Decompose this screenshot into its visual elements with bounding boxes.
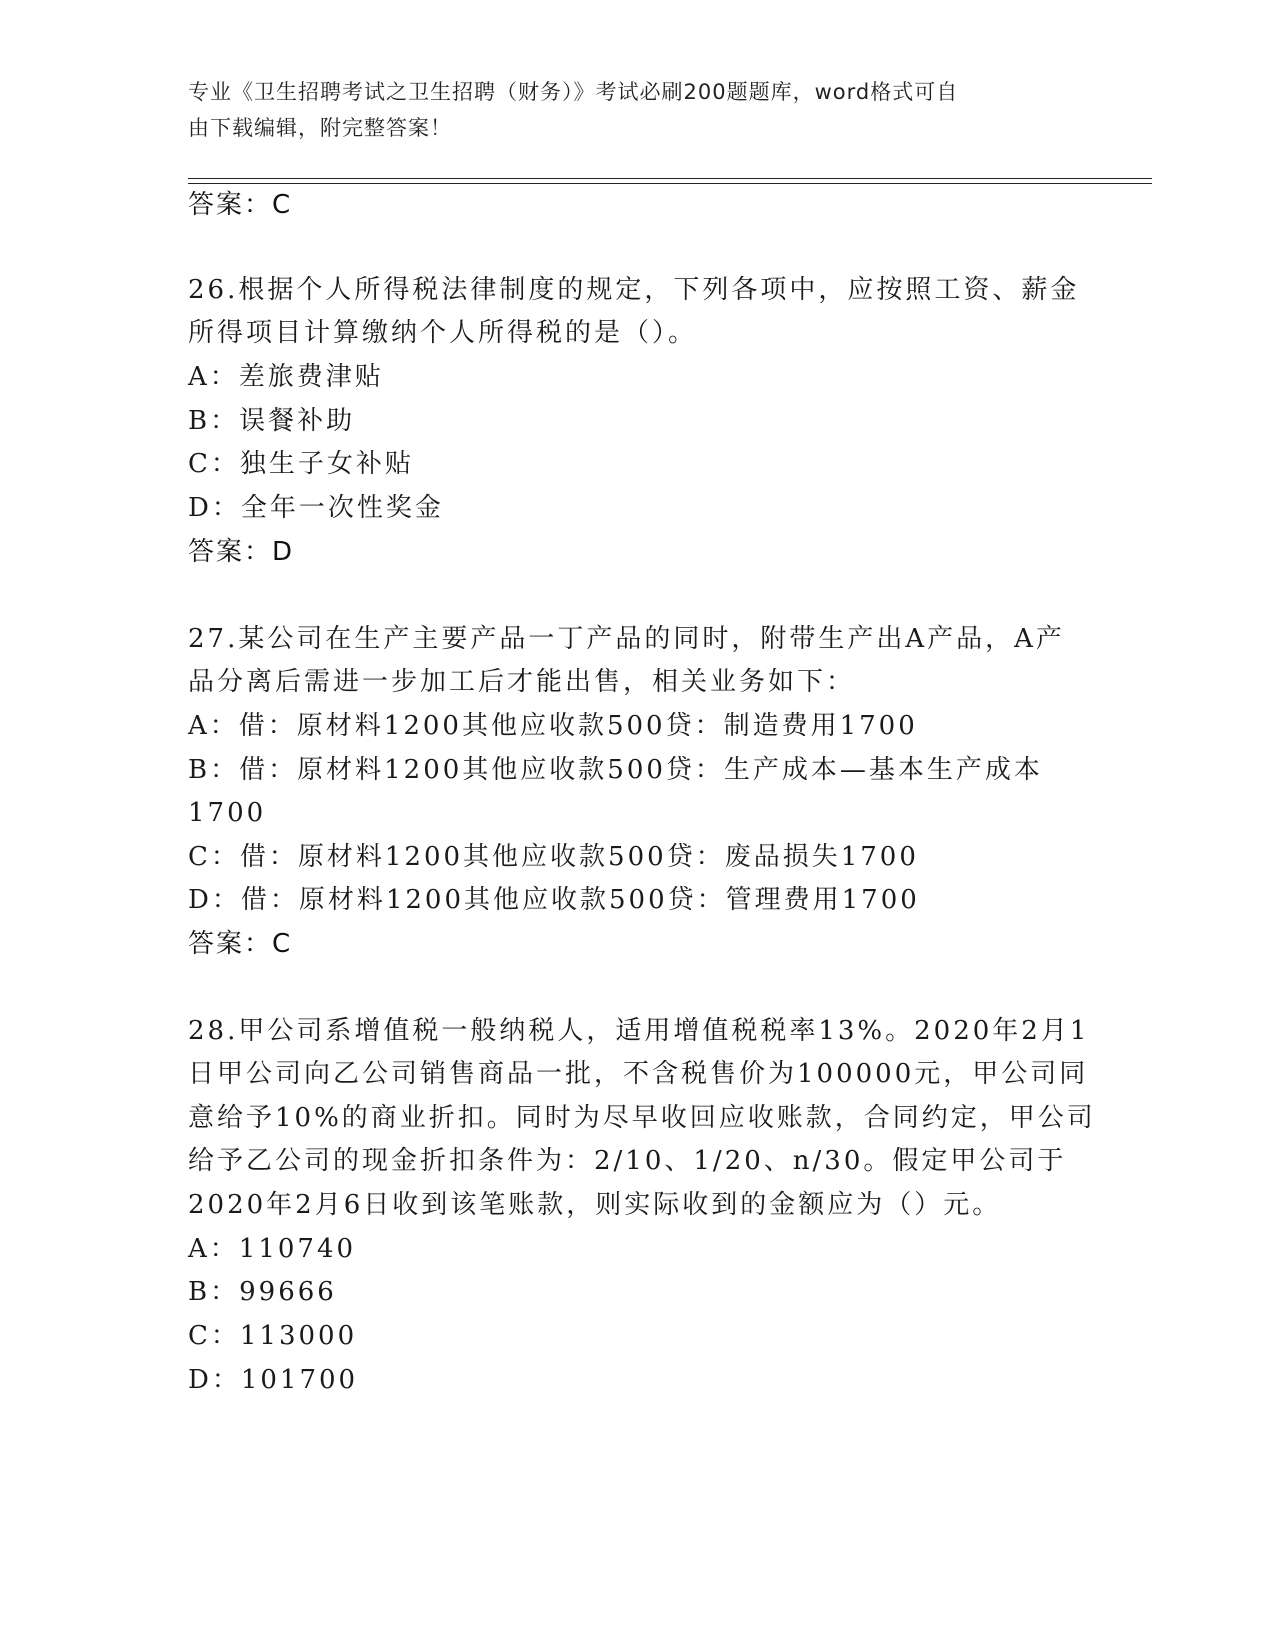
question-stem-line: 2020年2月6日收到该笔账款，则实际收到的金额应为（）元。 — [188, 1190, 1002, 1220]
question-option: C：独生子女补贴 — [188, 449, 414, 479]
question-stem-line: 意给予10%的商业折扣。同时为尽早收回应收账款，合同约定，甲公司 — [188, 1103, 1096, 1133]
question-option: A：借：原材料1200其他应收款500贷：制造费用1700 — [188, 711, 918, 741]
header-line: 专业《卫生招聘考试之卫生招聘（财务）》考试必刷200题题库，word格式可自 — [188, 80, 959, 104]
answer-line: 答案：D — [188, 537, 295, 567]
header-line: 由下载编辑，附完整答案！ — [188, 116, 452, 140]
question-option: B：误餐补助 — [188, 406, 356, 436]
question-stem-line: 给予乙公司的现金折扣条件为：2/10、1/20、n/30。假定甲公司于 — [188, 1146, 1067, 1176]
question-stem-line: 26.根据个人所得税法律制度的规定，下列各项中，应按照工资、薪金 — [188, 275, 1080, 305]
answer-line: 答案：C — [188, 929, 293, 959]
question-option: D：借：原材料1200其他应收款500贷：管理费用1700 — [188, 885, 920, 915]
question-option: D：101700 — [188, 1365, 359, 1395]
question-option: A：差旅费津贴 — [188, 362, 384, 392]
question-option: D：全年一次性奖金 — [188, 493, 444, 523]
answer-line: 答案：C — [188, 190, 293, 220]
question-stem-line: 品分离后需进一步加工后才能出售，相关业务如下： — [188, 667, 856, 697]
document-header — [188, 74, 1068, 146]
question-option-continued: 1700 — [188, 798, 267, 828]
question-option: C：113000 — [188, 1321, 358, 1351]
header-divider — [188, 183, 1152, 184]
question-option: A：110740 — [188, 1234, 357, 1264]
question-option: B：借：原材料1200其他应收款500贷：生产成本—基本生产成本 — [188, 755, 1043, 785]
question-option: B：99666 — [188, 1277, 337, 1307]
question-option: C：借：原材料1200其他应收款500贷：废品损失1700 — [188, 842, 919, 872]
question-stem-line: 日甲公司向乙公司销售商品一批，不含税售价为100000元，甲公司同 — [188, 1059, 1089, 1089]
header-divider — [188, 178, 1152, 179]
question-stem-line: 28.甲公司系增值税一般纳税人，适用增值税税率13%。2020年2月1 — [188, 1016, 1090, 1046]
question-stem-line: 所得项目计算缴纳个人所得税的是（）。 — [188, 318, 698, 348]
question-stem-line: 27.某公司在生产主要产品一丁产品的同时，附带生产出A产品，A产 — [188, 624, 1065, 654]
